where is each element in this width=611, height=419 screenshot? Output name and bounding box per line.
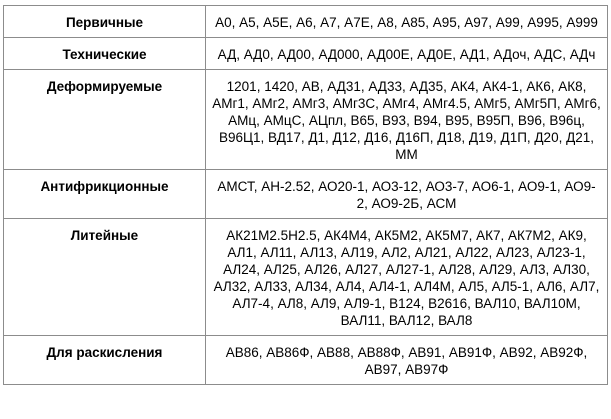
table-row: [4, 336, 608, 385]
group-name-technical: Технические: [4, 38, 206, 70]
alloy-grades-table-body: [4, 6, 608, 385]
table-row: [4, 170, 608, 219]
group-grades-wrought: 1201, 1420, АВ, АД31, АД33, АД35, АК4, АК4-1, АК6, АК8, АМг1, АМг2, АМг3, АМг3С, АМг4, АМг4.5, АМг5, АМг5П, АМг6, АМц, АМцС, АЦпл, В65, В93, В94, В95, В95П, В96, В96ц, В96Ц1, ВД17, Д1, Д12, Д16, Д16П, Д18, Д19, Д1П, Д20, Д21, ММ: [206, 70, 608, 170]
group-grades-primary: А0, А5, А5Е, А6, А7, А7Е, А8, А85, А95, А97, А99, А995, А999: [206, 6, 608, 38]
group-name-deoxidation: Для раскисления: [4, 336, 206, 385]
table-row: [4, 219, 608, 336]
group-name-casting: Литейные: [4, 219, 206, 336]
group-grades-deoxidation: АВ86, АВ86Ф, АВ88, АВ88Ф, АВ91, АВ91Ф, АВ92, АВ92Ф, АВ97, АВ97Ф: [206, 336, 608, 385]
group-grades-antifriction: АМСТ, АН-2.52, АО20-1, АО3-12, АО3-7, АО6-1, АО9-1, АО9-2, АО9-2Б, АСМ: [206, 170, 608, 219]
group-grades-casting: АК21М2.5Н2.5, АК4М4, АК5М2, АК5М7, АК7, АК7М2, АК9, АЛ1, АЛ11, АЛ13, АЛ19, АЛ2, АЛ21, АЛ22, АЛ23, АЛ23-1, АЛ24, АЛ25, АЛ26, АЛ27, АЛ27-1, АЛ28, АЛ29, АЛ3, АЛ30, АЛ32, АЛ33, АЛ34, АЛ4, АЛ4-1, АЛ4М, АЛ5, АЛ5-1, АЛ6, АЛ7, АЛ7-4, АЛ8, АЛ9, АЛ9-1, В124, В2616, ВАЛ10, ВАЛ10М, ВАЛ11, ВАЛ12, ВАЛ8: [206, 219, 608, 336]
alloy-grades-table: [3, 5, 608, 385]
group-grades-technical: АД, АД0, АД00, АД000, АД00Е, АД0Е, АД1, АДоч, АДС, АДч: [206, 38, 608, 70]
table-row: [4, 70, 608, 170]
table-row: [4, 6, 608, 38]
group-name-antifriction: Антифрикционные: [4, 170, 206, 219]
table-row: [4, 38, 608, 70]
group-name-wrought: Деформируемые: [4, 70, 206, 170]
group-name-primary: Первичные: [4, 6, 206, 38]
